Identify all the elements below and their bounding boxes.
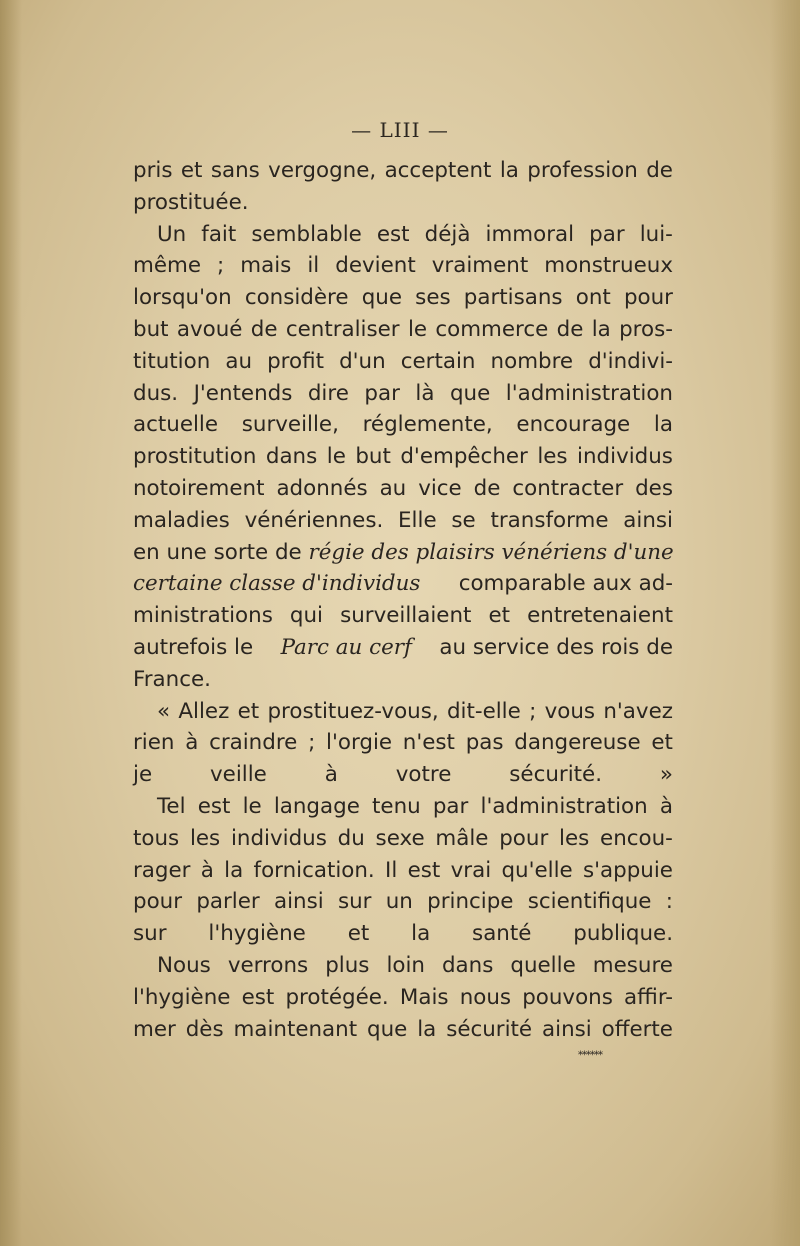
italic-segment: Parc au cerf: [280, 634, 412, 660]
italic-segment: régie des plaisirs vénériens d'une: [308, 539, 674, 565]
text-line: Un fait semblable est déjà immoral par lui-: [157, 221, 673, 247]
text-line: ministrations qui surveillaient et entretenaient: [133, 603, 673, 629]
text-line: même ; mais il devient vraiment monstrueux: [133, 253, 673, 279]
signature-mark: ******: [578, 1050, 602, 1061]
italic-segment: certaine classe d'individus: [133, 571, 421, 597]
text-segment: en une sorte de: [133, 539, 309, 565]
text-line: lorsqu'on considère que ses partisans ont pour: [133, 285, 673, 311]
text-line-mixed: [133, 568, 673, 600]
text-line: titution au profit d'un certain nombre d'indivi-: [133, 348, 673, 374]
text-line: prostituée.: [133, 189, 249, 215]
text-line: sur l'hygiène et la santé publique.: [133, 921, 673, 947]
text-line-mixed: [133, 632, 673, 664]
text-line: but avoué de centraliser le commerce de la pros-: [133, 316, 673, 342]
text-line: « Allez et prostituez-vous, dit-elle ; vous n'avez: [157, 698, 673, 724]
text-line: actuelle surveille, réglemente, encourage la: [133, 412, 673, 438]
text-segment: au service des rois de: [432, 634, 673, 660]
text-line: rien à craindre ; l'orgie n'est pas dangereuse et: [133, 730, 673, 756]
text-line: maladies vénériennes. Elle se transforme ainsi: [133, 507, 673, 533]
page-edge-left: [0, 0, 22, 1246]
page-number-header: — LIII —: [351, 118, 449, 142]
text-line: France.: [133, 666, 211, 692]
page-edge-right: [770, 0, 800, 1246]
text-line: dus. J'entends dire par là que l'administration: [133, 380, 673, 406]
text-line-mixed: [133, 537, 673, 569]
body-text: [133, 155, 673, 1045]
text-line: tous les individus du sexe mâle pour les encou-: [133, 825, 673, 851]
text-line: notoirement adonnés au vice de contracter des: [133, 475, 673, 501]
text-line: Tel est le langage tenu par l'administration à: [157, 793, 673, 819]
text-line: mer dès maintenant que la sécurité ainsi offerte: [133, 1016, 673, 1042]
text-line: je veille à votre sécurité. »: [133, 762, 673, 788]
text-line: rager à la fornication. Il est vrai qu'elle s'appuie: [133, 857, 673, 883]
text-line: prostitution dans le but d'empêcher les individus: [133, 444, 673, 470]
text-line: pour parler ainsi sur un principe scientifique :: [133, 889, 673, 915]
text-line: l'hygiène est protégée. Mais nous pouvons affir-: [133, 984, 673, 1010]
text-segment: autrefois le: [133, 634, 260, 660]
text-line: Nous verrons plus loin dans quelle mesure: [157, 952, 673, 978]
text-segment: comparable aux ad-: [451, 571, 673, 597]
text-line: pris et sans vergogne, acceptent la profession de: [133, 158, 673, 183]
